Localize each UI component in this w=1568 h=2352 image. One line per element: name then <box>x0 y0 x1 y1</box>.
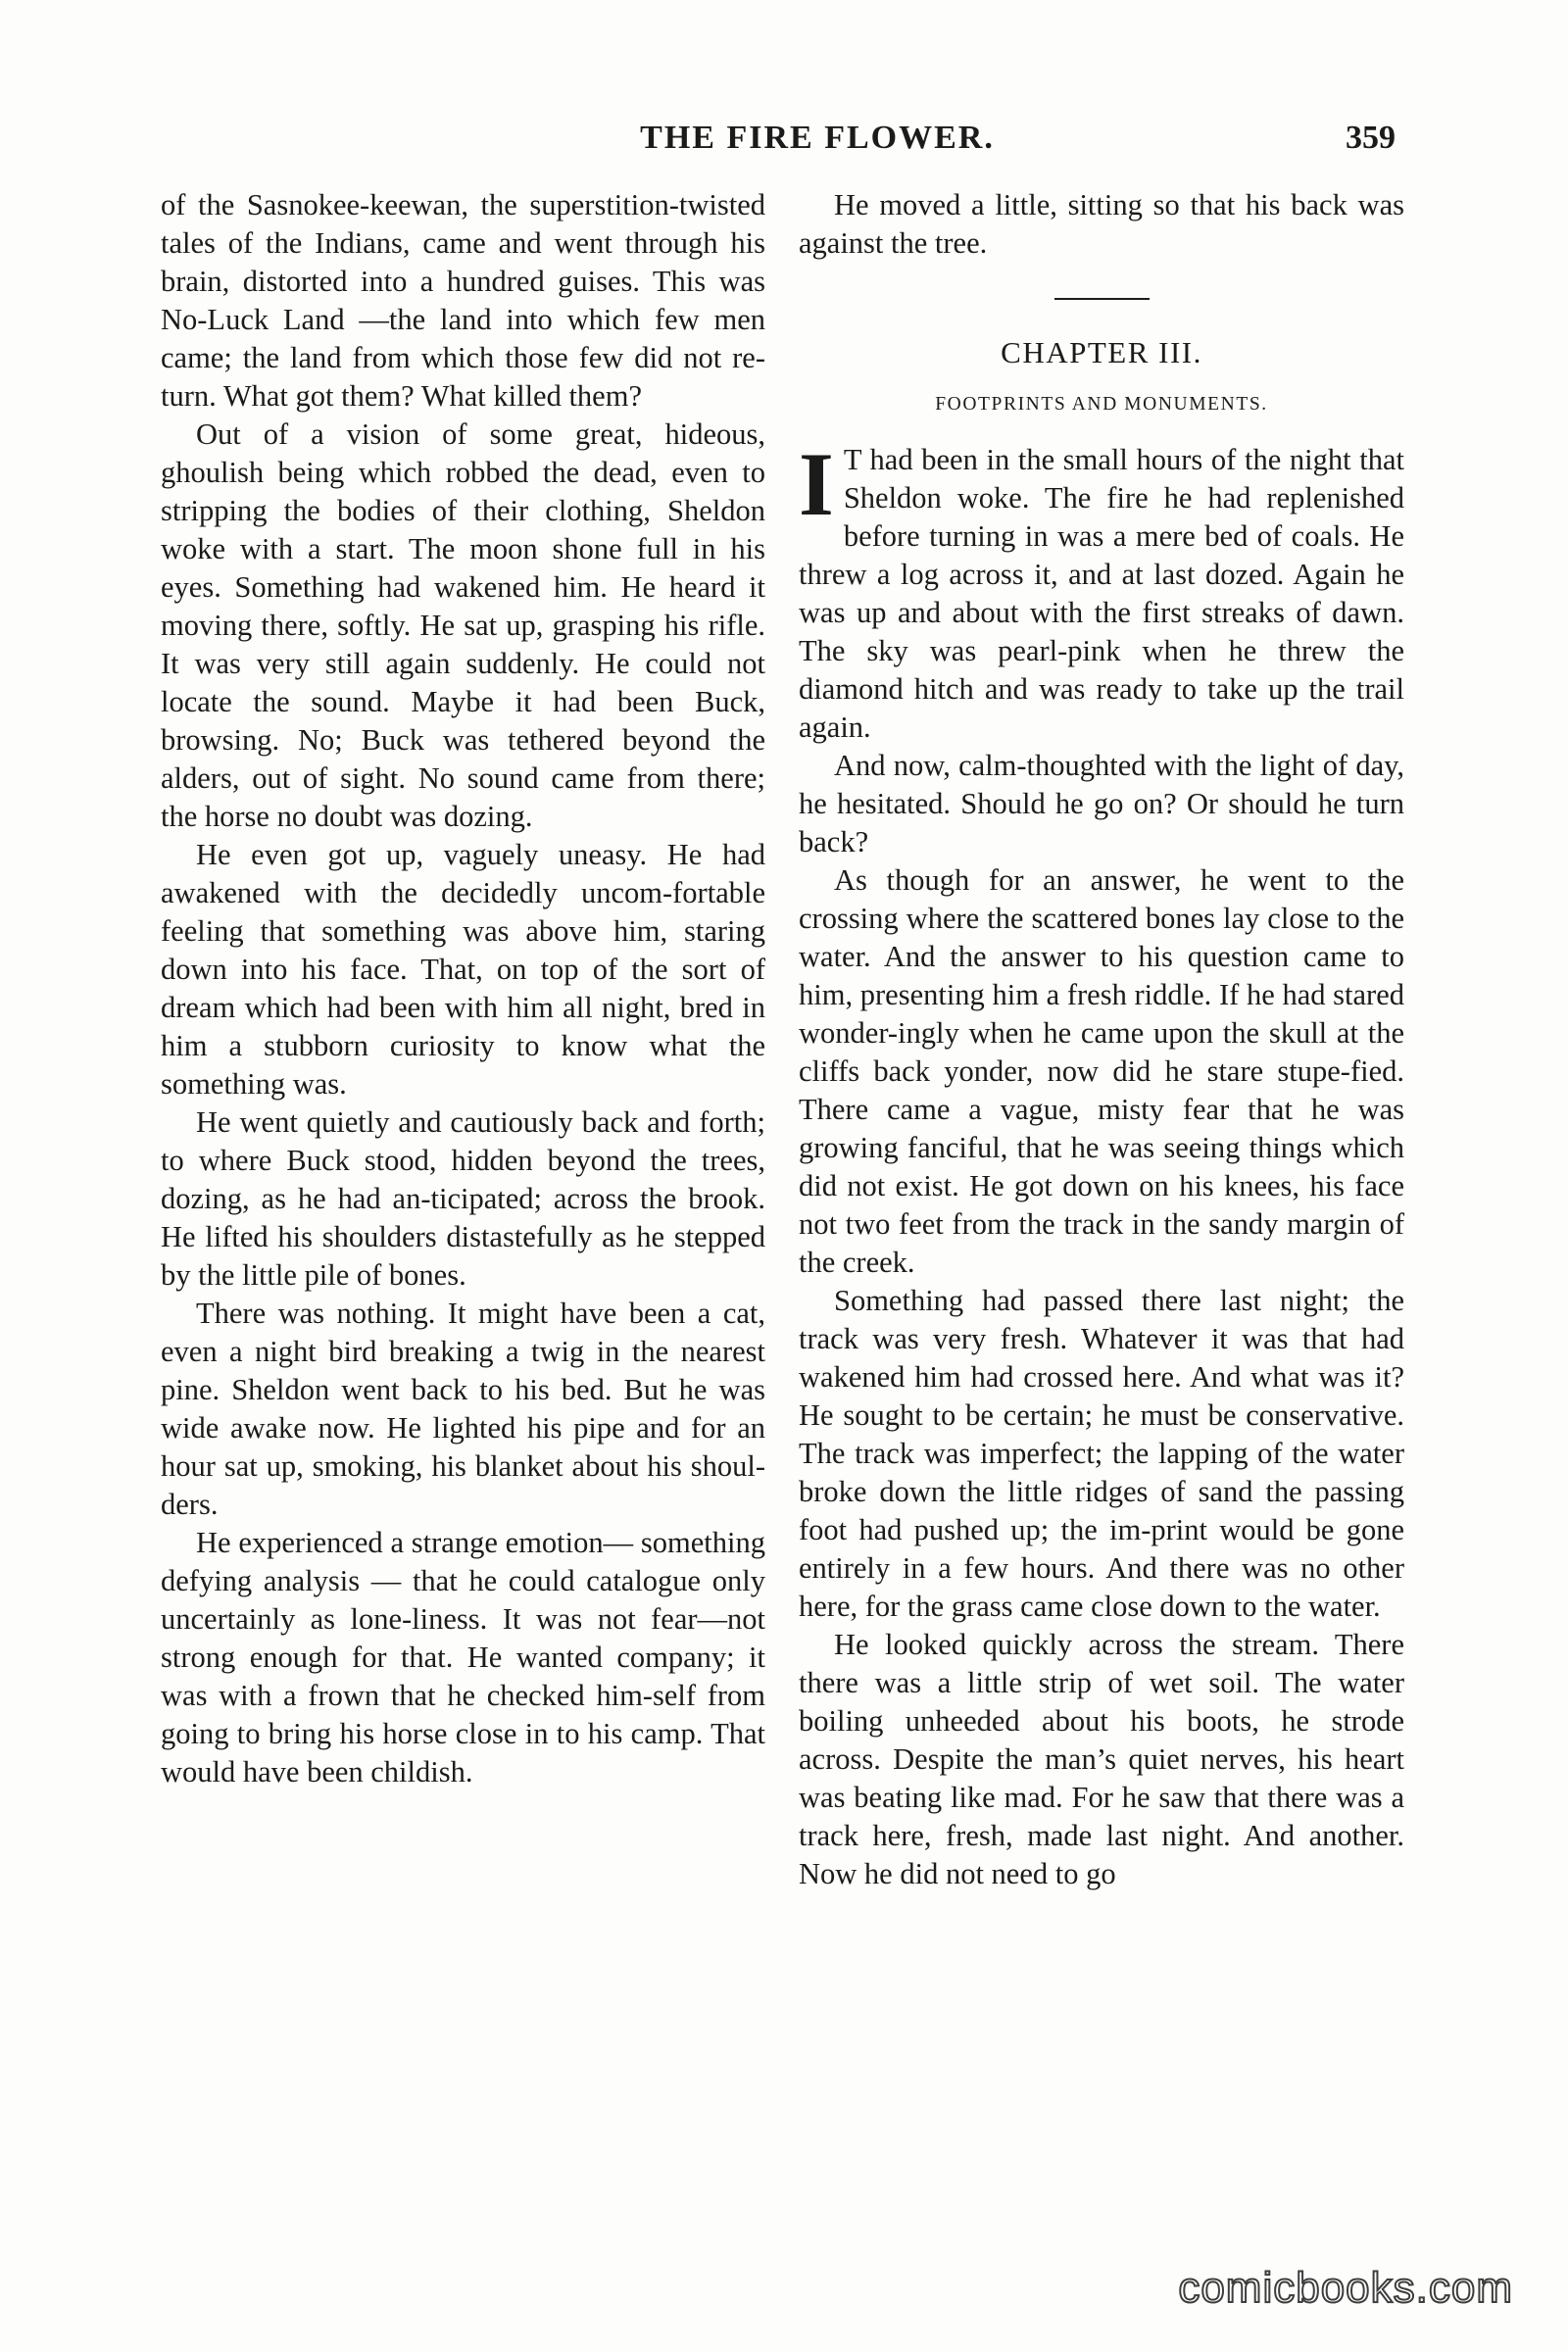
left-column <box>161 186 765 1791</box>
paragraph: He looked quickly across the stream. There there was a little strip of wet soil. The water boiling unheeded about his boots, he strode across. Despite the man’s quiet nerves, his heart was beating like mad. For he saw that there was a track here, fresh, made last night. And another. Now he did not need to go <box>799 1628 1404 1890</box>
chapter-opening-paragraph <box>799 434 1404 747</box>
section-divider <box>1054 298 1150 300</box>
paragraph: And now, calm-thoughted with the light of day, he hesitated. Should he go on? Or should he turn back? <box>799 749 1404 858</box>
paragraph: Something had passed there last night; the track was very fresh. Whatever it was that had wakened him had crossed here. And what was it? He sought to be certain; he must be conservative. The track was imperfect; the lapping of the water broke down the little ridges of sand the passing foot had pushed up; the im-print would be gone entirely in a few hours. And there was no other here, for the grass came close down to the water. <box>799 1284 1404 1623</box>
page-number: 359 <box>1346 120 1396 156</box>
chapter-opening-text: T had been in the small hours of the night that Sheldon woke. The fire he had replenished before turning in was a mere bed of coals. He threw a log across it, and at last dozed. Again he was up and about with the first streaks of dawn. The sky was pearl-pink when he threw the diamond hitch and was ready to take up the trail again. <box>799 443 1404 744</box>
paragraph: of the Sasnokee-keewan, the superstition-twisted tales of the Indians, came and went through his brain, distorted into a hundred guises. This was No-Luck Land —the land into which few men came; the land from which those few did not re-turn. What got them? What killed them? <box>161 188 765 413</box>
watermark: comicbooks.com <box>1178 2264 1513 2312</box>
paragraph: He even got up, vaguely uneasy. He had awakened with the decidedly uncom-fortable feeling that something was above him, staring down into his face. That, on top of the sort of dream which had been with him all night, bred in him a stubborn curiosity to know what the something was. <box>161 838 765 1101</box>
running-head <box>0 120 1568 169</box>
chapter-title: CHAPTER III. <box>1001 335 1202 369</box>
paragraph: He moved a little, sitting so that his back was against the tree. <box>799 188 1404 260</box>
running-title: THE FIRE FLOWER. <box>640 120 995 156</box>
drop-cap: I <box>799 434 834 534</box>
paragraph: Out of a vision of some great, hideous, ghoulish being which robbed the dead, even to stripping the bodies of their clothing, Sheldon woke with a start. The moon shone full in his eyes. Something had wakened him. He heard it moving there, softly. He sat up, grasping his rifle. It was very still again suddenly. He could not locate the sound. Maybe it had been Buck, browsing. No; Buck was tethered beyond the alders, out of sight. No sound came from there; the horse no doubt was dozing. <box>161 417 765 833</box>
paragraph: As though for an answer, he went to the crossing where the scattered bones lay close to the water. And the answer to his question came to him, presenting him a fresh riddle. If he had stared wonder-ingly when he came upon the skull at the cliffs back yonder, now did he stare stupe-fied. There came a vague, misty fear that he was growing fanciful, that he was seeing things which did not exist. He got down on his knees, his face not two feet from the track in the sandy margin of the creek. <box>799 863 1404 1279</box>
chapter-subtitle: FOOTPRINTS AND MONUMENTS. <box>935 394 1268 415</box>
right-column <box>799 186 1404 1893</box>
paragraph: There was nothing. It might have been a cat, even a night bird breaking a twig in the nearest pine. Sheldon went back to his bed. But he was wide awake now. He lighted his pipe and for an hour sat up, smoking, his blanket about his shoul-ders. <box>161 1297 765 1521</box>
paragraph: He went quietly and cautiously back and forth; to where Buck stood, hidden beyond the trees, dozing, as he had an-ticipated; across the brook. He lifted his shoulders distastefully as he stepped by the little pile of bones. <box>161 1105 765 1292</box>
paragraph: He experienced a strange emotion— something defying analysis — that he could catalogue only uncertainly as lone-liness. It was not fear—not strong enough for that. He wanted company; it was with a frown that he checked him-self from going to bring his horse close in to his camp. That would have been childish. <box>161 1526 765 1788</box>
